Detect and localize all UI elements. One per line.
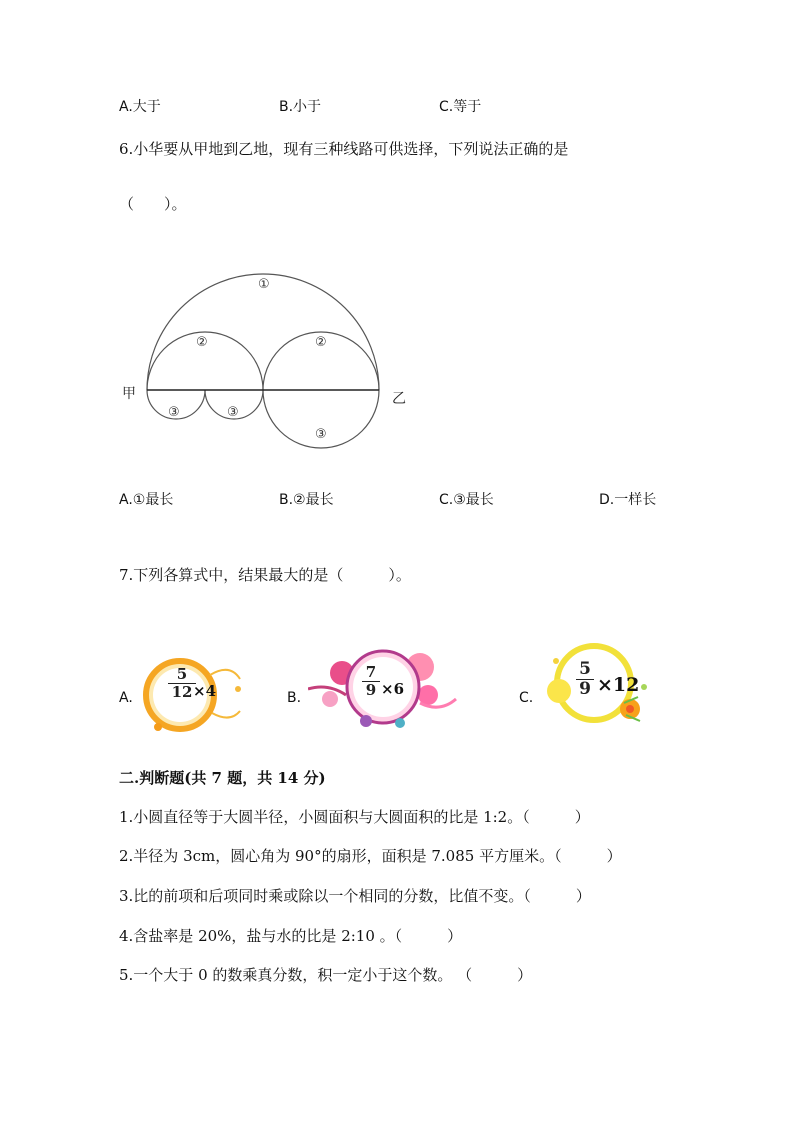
judge-item-5: 5.一个大于 0 的数乘真分数，积一定小于这个数。 （ ） xyxy=(119,966,533,984)
q6-option-c: C.③最长 xyxy=(439,492,494,508)
q6-answer-paren: （ ）。 xyxy=(119,195,187,213)
judge-item-3: 3.比的前项和后项同时乘或除以一个相同的分数，比值不变。（ ） xyxy=(119,887,591,905)
route1-label: ① xyxy=(258,277,270,292)
q6-route-figure xyxy=(0,250,794,450)
q7-option-c-label: C. xyxy=(519,690,534,706)
q5-option-c: C.等于 xyxy=(439,99,482,115)
route3-label-2: ③ xyxy=(227,405,239,420)
q7-option-b-label: B. xyxy=(287,690,302,706)
judge-item-1: 1.小圆直径等于大圆半径，小圆面积与大圆面积的比是 1:2。（ ） xyxy=(119,808,590,826)
route2-label-right: ② xyxy=(315,335,327,350)
route3-label-1: ③ xyxy=(168,405,180,420)
label-end: 乙 xyxy=(392,391,406,407)
q7-option-b-mult: ×6 xyxy=(381,680,405,698)
q7-option-a-label: A. xyxy=(119,690,133,706)
q7-question: 7.下列各算式中，结果最大的是（ ）。 xyxy=(119,566,411,584)
judge-item-4: 4.含盐率是 20%，盐与水的比是 2:10 。（ ） xyxy=(119,927,463,945)
q5-option-a: A.大于 xyxy=(119,99,161,115)
route3-label-3: ③ xyxy=(315,427,327,442)
q6-option-b: B.②最长 xyxy=(279,492,334,508)
q7-option-c-mult: ×12 xyxy=(597,674,640,696)
label-start: 甲 xyxy=(122,386,136,402)
q6-option-d: D.一样长 xyxy=(599,492,657,508)
judge-item-2: 2.半径为 3cm，圆心角为 90°的扇形，面积是 7.085 平方厘米。（ ） xyxy=(119,847,622,865)
section2-title: 二.判断题(共 7 题，共 14 分) xyxy=(119,769,326,787)
q7-option-a-mult: ×4 xyxy=(193,682,217,700)
q6-question: 6.小华要从甲地到乙地，现有三种线路可供选择，下列说法正确的是 xyxy=(119,140,569,158)
q7-option-b-fraction: 7 9 xyxy=(356,664,386,699)
q7-option-a-fraction: 5 12 xyxy=(162,666,202,701)
route2-label-left: ② xyxy=(196,335,208,350)
q7-option-c-fraction: 5 9 xyxy=(570,660,600,699)
q6-option-a: A.①最长 xyxy=(119,492,174,508)
q5-option-b: B.小于 xyxy=(279,99,322,115)
